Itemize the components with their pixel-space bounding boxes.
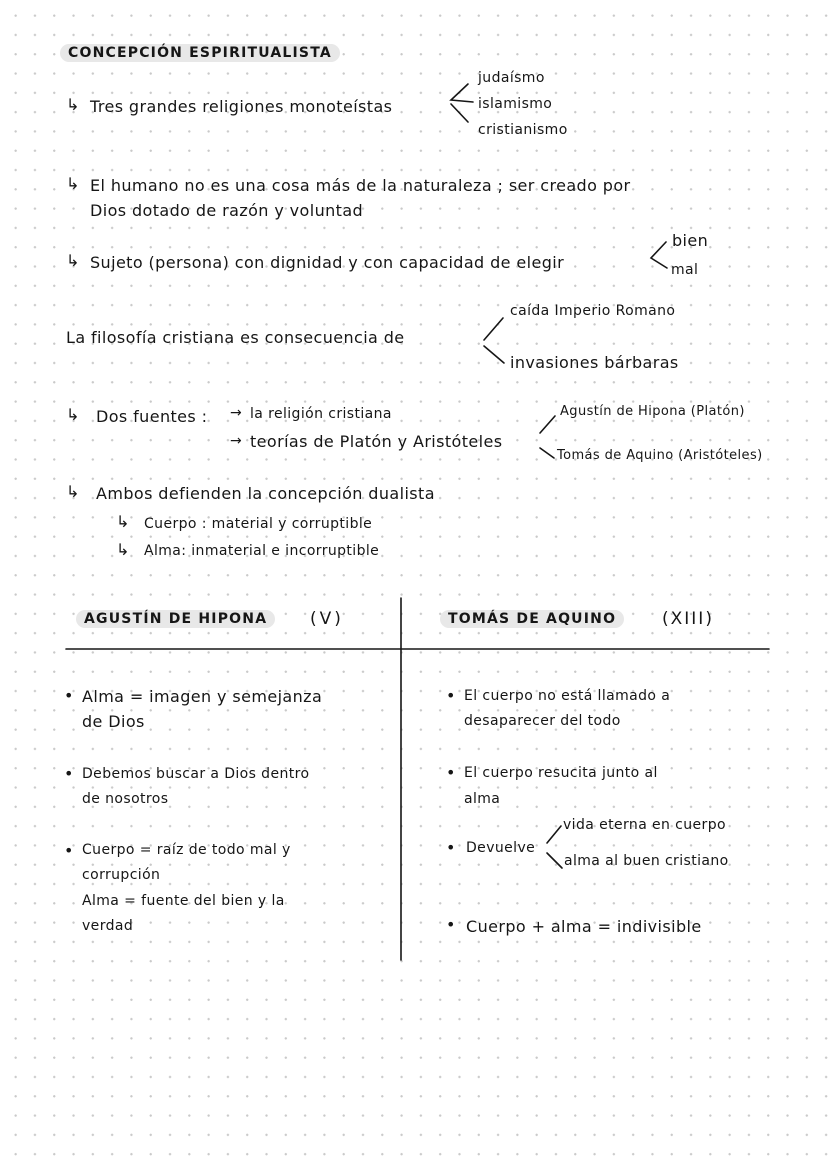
subject-good: bien [672, 231, 709, 250]
aquinas-header: TOMÁS DE AQUINO [440, 610, 624, 628]
bullet-icon: • [446, 763, 456, 782]
augustine-b3-l4: verdad [82, 918, 134, 934]
augustine-header: AGUSTÍN DE HIPONA [76, 610, 275, 628]
aquinas-century: (XIII) [662, 609, 714, 629]
source-theories: teorías de Platón y Aristóteles [250, 432, 503, 451]
philosophy-text: La filosofía cristiana es consecuencia de [66, 328, 405, 347]
aquinas-b1-l2: desaparecer del todo [464, 713, 621, 729]
human-line-1: El humano no es una cosa más de la naturaleza ; ser creado por [90, 176, 631, 195]
arrow-icon: ↳ [66, 251, 80, 270]
arrow-icon: ↳ [66, 482, 80, 501]
source-augustine: Agustín de Hipona (Platón) [560, 404, 745, 419]
arrow-icon: ↳ [66, 95, 80, 114]
subject-brace [651, 242, 667, 268]
source-religion: la religión cristiana [250, 406, 392, 422]
bullet-icon: • [64, 841, 74, 860]
sources-brace [540, 416, 555, 458]
small-arrow-icon: → [230, 433, 243, 449]
augustine-b3-l3: Alma = fuente del bien y la [82, 893, 285, 909]
aquinas-devuelve-label: Devuelve [466, 840, 536, 856]
augustine-century: (V) [310, 609, 344, 629]
bullet-icon: • [64, 764, 74, 783]
subject-text: Sujeto (persona) con dignidad y con capacidad de elegir [90, 253, 565, 272]
page-title: CONCEPCIÓN ESPIRITUALISTA [60, 44, 340, 62]
religion-christianity: cristianismo [478, 122, 568, 138]
dualism-body: Cuerpo : material y corruptible [144, 516, 373, 532]
aquinas-b2-l1: El cuerpo resucita junto al [464, 765, 658, 781]
augustine-b2-l2: de nosotros [82, 791, 169, 807]
bullet-icon: • [446, 915, 456, 934]
philosophy-invasions: invasiones bárbaras [510, 353, 679, 372]
dualism-soul: Alma: inmaterial e incorruptible [144, 543, 380, 559]
philosophy-brace [484, 318, 504, 363]
source-aquinas: Tomás de Aquino (Aristóteles) [557, 448, 763, 463]
devuelve-brace [547, 826, 562, 868]
arrow-icon: ↳ [66, 174, 80, 193]
small-arrow-icon: → [230, 405, 243, 421]
bullet-icon: • [446, 838, 456, 857]
aquinas-b1-l1: El cuerpo no está llamado a [464, 688, 671, 704]
augustine-b3-l2: corrupción [82, 867, 161, 883]
augustine-b3-l1: Cuerpo = raíz de todo mal y [82, 842, 291, 858]
religions-text: Tres grandes religiones monoteístas [90, 97, 393, 116]
religion-judaism: judaísmo [478, 70, 545, 86]
dualism-text: Ambos defienden la concepción dualista [96, 484, 435, 503]
sources-label: Dos fuentes : [96, 407, 208, 426]
aquinas-devuelve-soul: alma al buen cristiano [564, 853, 729, 869]
arrow-icon: ↳ [66, 405, 80, 424]
religion-islam: islamismo [478, 96, 553, 112]
subject-evil: mal [671, 262, 699, 278]
arrow-icon: ↳ [116, 540, 130, 559]
religions-brace [451, 84, 473, 122]
aquinas-devuelve-eternal-life: vida eterna en cuerpo [563, 817, 726, 833]
human-line-2: Dios dotado de razón y voluntad [90, 201, 364, 220]
arrow-icon: ↳ [116, 512, 130, 531]
philosophy-fall-rome: caída Imperio Romano [510, 303, 676, 319]
augustine-b1-l1: Alma = imagen y semejanza [82, 687, 323, 706]
aquinas-last: Cuerpo + alma = indivisible [466, 917, 702, 936]
aquinas-b2-l2: alma [464, 791, 501, 807]
bullet-icon: • [64, 686, 74, 705]
augustine-b2-l1: Debemos buscar a Dios dentro [82, 766, 310, 782]
bullet-icon: • [446, 686, 456, 705]
augustine-b1-l2: de Dios [82, 712, 145, 731]
